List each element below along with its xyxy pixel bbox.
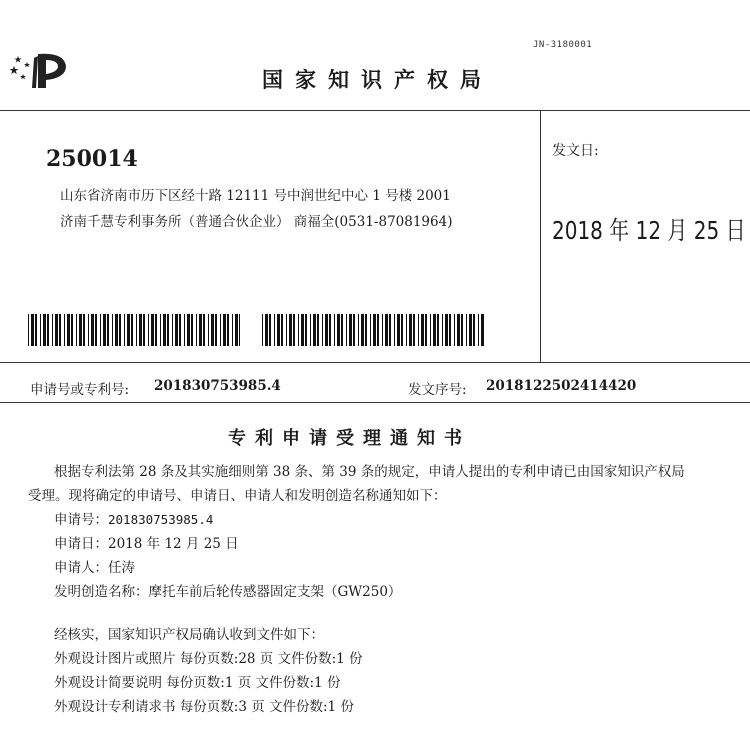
- document-item-1: 外观设计图片或照片 每份页数:28 页 文件份数:1 份: [54, 651, 363, 667]
- address-block-divider: [0, 362, 750, 363]
- field-application-date: [54, 532, 239, 552]
- serial-number-label: 发文序号:: [408, 382, 467, 398]
- field-label: 申请人：: [54, 560, 108, 576]
- verified-line: 经核实，国家知识产权局确认收到文件如下：: [54, 627, 324, 643]
- notice-title: 专利申请受理通知书: [228, 428, 471, 449]
- issue-date-stamp: 2018 年 12 月 25 日: [552, 216, 746, 245]
- field-applicant: [54, 556, 135, 576]
- serial-number-value: 2018122502414420: [486, 378, 637, 394]
- issue-column-divider: [540, 110, 541, 362]
- issue-date-label: 发文日:: [552, 143, 599, 159]
- notice-intro-line-2: 受理。现将确定的申请号、申请日、申请人和发明创造名称通知如下：: [28, 488, 447, 504]
- barcode-left: [28, 314, 240, 346]
- postcode: 250014: [46, 146, 138, 172]
- recipient-address: 山东省济南市历下区经十路 12111 号中润世纪中心 1 号楼 2001: [60, 188, 451, 204]
- field-value: 任涛: [108, 560, 135, 576]
- recipient-agency: 济南千慧专利事务所（普通合伙企业） 商福全(0531-87081964): [60, 214, 453, 230]
- barcode-right: [262, 314, 484, 346]
- cnipa-logo-icon: [8, 48, 74, 92]
- application-number-label: 申请号或专利号:: [30, 382, 130, 398]
- notice-intro-line-1: 根据专利法第 28 条及其实施细则第 38 条、第 39 条的规定，申请人提出的专利申请已由国家知识产权局: [54, 464, 685, 480]
- field-label: 申请日：: [54, 536, 108, 552]
- field-invention-title: [54, 580, 401, 600]
- office-name: 国家知识产权局: [262, 68, 493, 92]
- field-label: 发明创造名称：: [54, 584, 149, 600]
- field-label: 申请号：: [54, 512, 108, 528]
- application-number-value: 201830753985.4: [154, 378, 281, 394]
- document-item-3: 外观设计专利请求书 每份页数:3 页 文件份数:1 份: [54, 699, 354, 715]
- form-code: JN-3180001: [533, 40, 593, 50]
- reference-divider: [0, 402, 750, 403]
- document-item-2: 外观设计简要说明 每份页数:1 页 文件份数:1 份: [54, 675, 341, 691]
- field-value: 2018 年 12 月 25 日: [108, 536, 239, 552]
- field-application-number: [54, 508, 213, 528]
- field-value: 201830753985.4: [108, 512, 214, 527]
- header-divider: [0, 110, 750, 111]
- field-value: 摩托车前后轮传感器固定支架（GW250）: [148, 584, 402, 600]
